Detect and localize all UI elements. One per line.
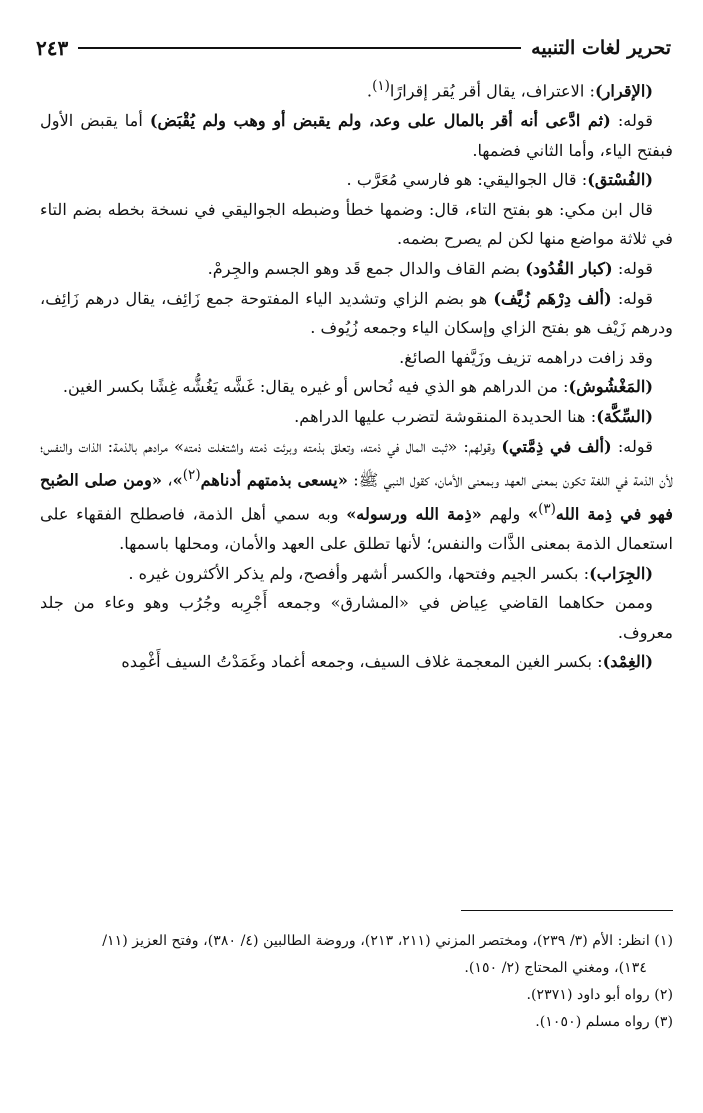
footnote-ref: (١) <box>372 78 390 94</box>
paragraph-zafat: وقد زافت دراهمه تزيف وزَيَّفها الصائغ. <box>399 347 653 367</box>
footnotes <box>40 928 673 1036</box>
footnote-1: (١) انظر: الأم (٣/ ٢٣٩)، ومختصر المزني (٢١١، ٢١٣)، وروضة الطالبين (٤/ ٣٨٠)، وفتح العزيز (١١/ <box>102 933 673 949</box>
paragraph-iqrar: (الإقرار): الاعتراف، يقال أقر يُقر إقرارًا$^{(١)}$. <box>366 78 653 101</box>
term: (السِّكَّة) <box>596 406 653 426</box>
page-number: ٢٤٣ <box>36 36 69 60</box>
footnote-ref: (٢) <box>182 467 201 484</box>
running-header <box>36 28 671 68</box>
quote: (ثم ادَّعى أنه أقر بالمال على وعد، ولم يقبض أو وهب ولم يُقْبَض) <box>149 110 611 130</box>
paragraph-jirab: (الجِرَاب): بكسر الجيم وفتحها، والكسر أشهر وأفصح، ولم يذكر الأكثرون غيره . <box>128 563 653 583</box>
quote: (ألف دِرْهَم زُيَّف) <box>493 288 612 308</box>
paragraph-maghshush: (المَغْشُوش): من الدراهم هو الذي فيه نُحاس أو غيره يقال: غَشَّه يَغُشُّه غِشًا بكسر الغين. <box>62 377 653 397</box>
paragraph-fustuq: (الفُسْتق): قال الجواليقي: هو فارسي مُعَرَّب . <box>346 170 653 190</box>
header-rule <box>78 47 521 49</box>
paragraph-mashariq: وممن حكاهما القاضي عِياض في «المشارق» وجمعه أَجْرِبه وجُرُب وهو وعاء من جلد معروف. <box>40 593 673 642</box>
paragraph-ghimd: (الغِمْد): بكسر الغين المعجمة غلاف السيف، وجمعه أغماد وغَمَدْتُ السيف أَغْمِده <box>121 652 653 672</box>
term: (الغِمْد) <box>602 652 653 672</box>
paragraph-qawl-wad: قوله: (ثم ادَّعى أنه أقر بالمال على وعد، ولم يقبض أو وهب ولم يُقْبَض) أما يقبض الأول فبفتح الياء، وأما الثاني فضمها. <box>40 110 673 160</box>
footnote-ref: (٣) <box>538 501 556 518</box>
main-text <box>40 72 673 677</box>
hadith-quote: «يسعى بذمتهم أدناهم <box>200 470 348 490</box>
term: (الفُسْتق) <box>587 170 653 190</box>
term: (المَغْشُوش) <box>568 377 653 397</box>
hadith-quote: «ومن صلى الصُبح فهو في ذِمة الله <box>40 470 673 524</box>
footnote-separator <box>461 910 673 911</box>
footnote-1-continued: ١٣٤)، ومغني المحتاج (٢/ ١٥٠). <box>464 960 647 976</box>
footnote-3: (٣) رواه مسلم (١٠٥٠). <box>535 1014 673 1030</box>
text: : الاعتراف، يقال أقر يُقر إقرارًا <box>389 81 595 101</box>
quote: (ألف في ذِمَّتي) <box>501 436 612 456</box>
paragraph-sikka: (السِّكَّة): هنا الحديدة المنقوشة لتضرب عليها الدراهم. <box>294 406 653 426</box>
hadith-quote: «ذِمة الله ورسوله» <box>346 504 482 524</box>
quote: (كبار القُدُود) <box>525 258 613 278</box>
book-title: تحرير لغات التنبيه <box>531 37 671 59</box>
paragraph-qudud: قوله: (كبار القُدُود) بضم القاف والدال جمع قَد وهو الجسم والجِرمْ. <box>207 258 653 278</box>
term: (الإقرار) <box>594 81 653 101</box>
footnote-2: (٢) رواه أبو داود (٢٣٧١). <box>526 987 673 1003</box>
paragraph-ibn-makki: قال ابن مكي: هو بفتح التاء، قال: وضمها خطأ وضبطه الجواليقي في نسخة بخطه بضم التاء في ثلاثة مواضع منها لكن لم يصرح بضمه. <box>40 199 673 249</box>
term: (الجِرَاب) <box>589 563 653 583</box>
paragraph-zuyyaf: قوله: (ألف دِرْهَم زُيَّف) هو بضم الزاي وتشديد الياء المفتوحة جمع زَائِف، يقال درهم زَائِف، ودرهم زَيْف هو بفتح الزاي وإسكان الياء وجمعه زُيُوف . <box>40 288 673 338</box>
paragraph-dhimma: قوله: (ألف في ذِمَّتي) وقولهم: «ثبت المال في ذمته، وتعلق بذمته وبرئت ذمته واشتغلت ذمته» مرادهم بالذمة: الذات والنفس؛ لأن الذمة في اللغة تكون بمعنى العهد وبمعنى الأمان، كقول النبي ﷺ: «يسعى بذمتهم أدناهم$^{(٢)}$»، «ومن صلى الصُبح فهو في ذِمة الله$^{(٣)}$» ولهم «ذِمة الله ورسوله» وبه سمي أهل الذمة، فاصطلح الفقهاء على استعمال الذمة بمعنى الذَّات والنفس؛ لأنها تطلق على العهد والأمان، ومحلها باسمها. <box>40 436 673 554</box>
